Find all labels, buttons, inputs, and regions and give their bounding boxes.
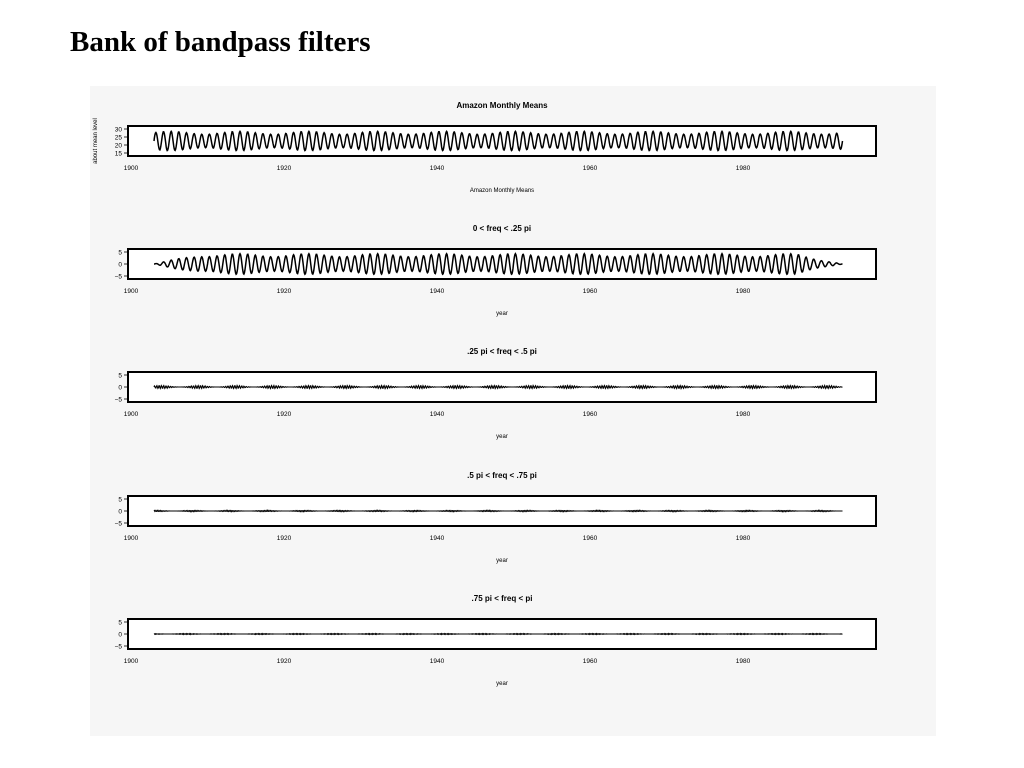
y-tick-label: 0	[118, 631, 122, 639]
x-tick-label: 1940	[429, 165, 445, 172]
x-tick-label: 1940	[429, 411, 445, 418]
x-tick-label: 1940	[429, 535, 445, 542]
x-tick-label: 1920	[276, 411, 292, 418]
x-tick-label: 1920	[276, 535, 292, 542]
chart-title: Amazon Monthly Means	[456, 101, 548, 110]
y-tick-label: 15	[114, 150, 122, 158]
figure-panel	[90, 86, 936, 736]
x-tick-label: 1900	[123, 658, 139, 665]
x-tick-label: 1960	[582, 288, 598, 295]
y-tick-label: 5	[118, 619, 122, 627]
y-tick-label: −5	[114, 643, 122, 651]
x-tick-label: 1980	[735, 288, 751, 295]
x-tick-label: 1960	[582, 535, 598, 542]
chart-title: .25 pi < freq < .5 pi	[467, 347, 537, 356]
y-tick-label: 25	[114, 134, 122, 142]
x-axis-label: year	[496, 681, 508, 687]
x-tick-label: 1980	[735, 165, 751, 172]
x-tick-label: 1980	[735, 411, 751, 418]
x-tick-label: 1980	[735, 658, 751, 665]
slide-title: Bank of bandpass filters	[70, 26, 371, 58]
chart-title: .75 pi < freq < pi	[471, 594, 533, 603]
bandpass-filter-charts	[90, 86, 936, 736]
y-tick-label: 0	[118, 508, 122, 516]
x-tick-label: 1940	[429, 658, 445, 665]
y-tick-label: 5	[118, 249, 122, 257]
x-tick-label: 1900	[123, 288, 139, 295]
x-tick-label: 1960	[582, 411, 598, 418]
x-tick-label: 1920	[276, 165, 292, 172]
x-tick-label: 1900	[123, 165, 139, 172]
x-tick-label: 1980	[735, 535, 751, 542]
y-tick-label: 20	[114, 142, 122, 150]
x-tick-label: 1900	[123, 535, 139, 542]
y-tick-label: 0	[118, 261, 122, 269]
series-line	[154, 634, 843, 635]
y-tick-label: −5	[114, 520, 122, 528]
y-tick-label: 5	[118, 496, 122, 504]
series-line	[154, 510, 843, 511]
y-tick-label: −5	[114, 273, 122, 281]
x-axis-label: year	[496, 558, 508, 564]
chart-title: .5 pi < freq < .75 pi	[467, 471, 537, 480]
y-tick-label: 30	[114, 126, 122, 134]
y-tick-label: 5	[118, 372, 122, 380]
x-tick-label: 1960	[582, 658, 598, 665]
x-tick-label: 1900	[123, 411, 139, 418]
x-tick-label: 1920	[276, 288, 292, 295]
x-axis-label: Amazon Monthly Means	[469, 188, 535, 194]
x-tick-label: 1920	[276, 658, 292, 665]
y-tick-label: 0	[118, 384, 122, 392]
x-axis-label: year	[496, 311, 508, 317]
y-axis-label: about mean level	[93, 118, 99, 164]
chart-title: 0 < freq < .25 pi	[472, 224, 532, 233]
y-tick-label: −5	[114, 396, 122, 404]
x-tick-label: 1960	[582, 165, 598, 172]
x-tick-label: 1940	[429, 288, 445, 295]
x-axis-label: year	[496, 434, 508, 440]
